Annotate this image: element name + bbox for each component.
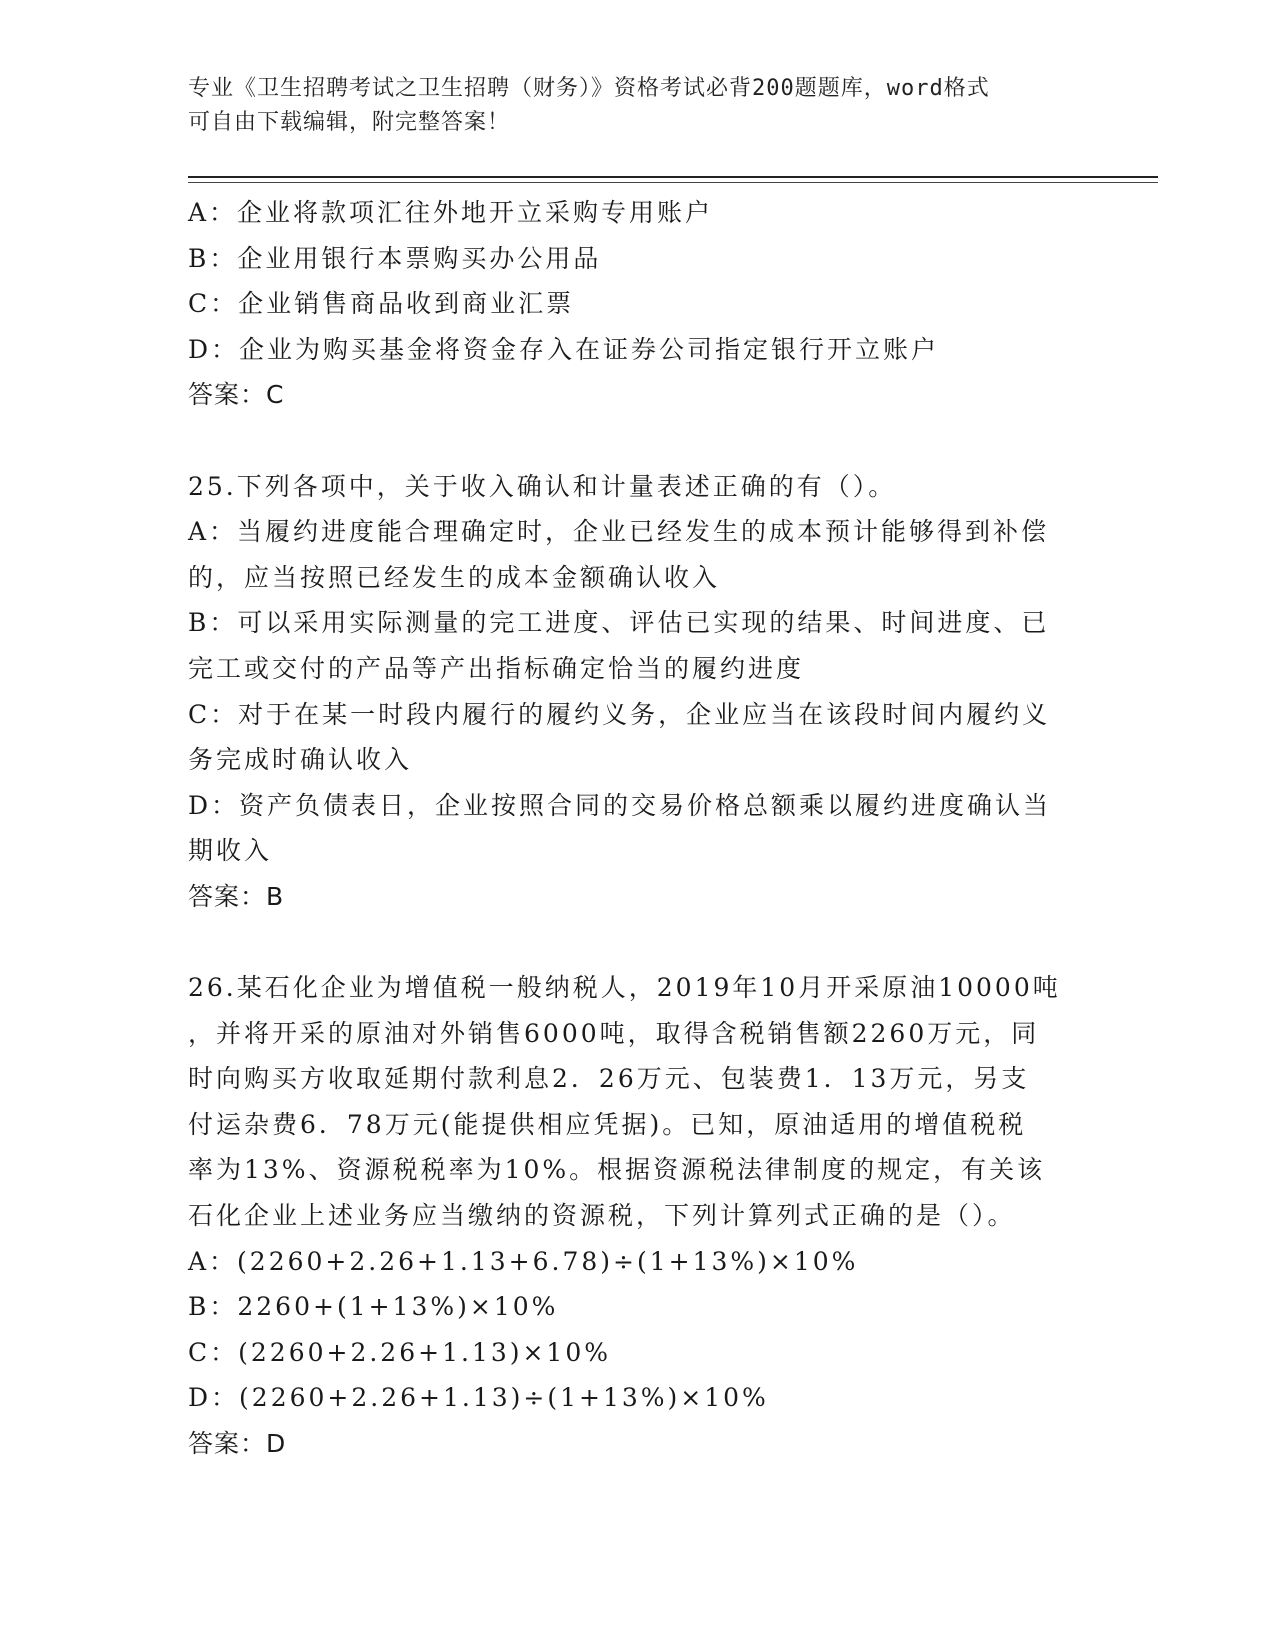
q25-option-b-line1: B：可以采用实际测量的完工进度、评估已实现的结果、时间进度、已 <box>188 608 1050 638</box>
q25-option-c-line2: 务完成时确认收入 <box>188 745 413 775</box>
q25-option-c-line1: C：对于在某一时段内履行的履约义务，企业应当在该段时间内履约义 <box>188 699 1051 729</box>
q26-option-b: B：2260+(1+13%)×10% <box>188 1292 559 1322</box>
q26-stem-line5: 率为13%、资源税税率为10%。根据资源税法律制度的规定，有关该 <box>188 1155 1046 1185</box>
document-header <box>188 72 1068 140</box>
q26-stem-line3: 时向购买方收取延期付款利息2．26万元、包装费1．13万元，另支 <box>188 1064 1030 1094</box>
header-title-line2: 可自由下载编辑，附完整答案！ <box>188 110 511 135</box>
q24-answer: 答案：C <box>188 380 285 410</box>
q25-option-d-line1: D：资产负债表日，企业按照合同的交易价格总额乘以履约进度确认当 <box>188 790 1052 820</box>
q24-option-c: C：企业销售商品收到商业汇票 <box>188 289 575 319</box>
q25-option-a-line1: A：当履约进度能合理确定时，企业已经发生的成本预计能够得到补偿 <box>188 517 1050 547</box>
q25-option-d-line2: 期收入 <box>188 836 273 866</box>
q24-option-b: B：企业用银行本票购买办公用品 <box>188 243 602 273</box>
q24-option-d: D：企业为购买基金将资金存入在证券公司指定银行开立账户 <box>188 334 940 364</box>
q26-stem-line4: 付运杂费6．78万元(能提供相应凭据)。已知，原油适用的增值税税 <box>188 1109 1027 1139</box>
spacer <box>188 418 1078 464</box>
spacer <box>188 920 1078 966</box>
q26-option-a: A：(2260+2.26+1.13+6.78)÷(1+13%)×10% <box>188 1246 859 1276</box>
question-list <box>188 190 1078 1467</box>
q26-stem-line1: 26.某石化企业为增值税一般纳税人，2019年10月开采原油10000吨 <box>188 973 1061 1003</box>
q25-option-b-line2: 完工或交付的产品等产出指标确定恰当的履约进度 <box>188 653 805 683</box>
q26-stem-line2: ，并将开采的原油对外销售6000吨，取得含税销售额2260万元，同 <box>188 1018 1040 1048</box>
q25-answer: 答案：B <box>188 881 285 911</box>
q25-option-a-line2: 的，应当按照已经发生的成本金额确认收入 <box>188 562 721 592</box>
q24-option-a: A：企业将款项汇往外地开立采购专用账户 <box>188 198 714 227</box>
q26-stem-line6: 石化企业上述业务应当缴纳的资源税，下列计算列式正确的是（）。 <box>188 1201 1016 1231</box>
q26-answer: 答案：D <box>188 1429 287 1459</box>
q26-option-d: D：(2260+2.26+1.13)÷(1+13%)×10% <box>188 1383 769 1413</box>
q25-stem: 25.下列各项中，关于收入确认和计量表述正确的有（）。 <box>188 471 897 501</box>
header-divider <box>188 176 1158 178</box>
header-divider-thin <box>188 182 1158 183</box>
header-title-line1: 专业《卫生招聘考试之卫生招聘（财务）》资格考试必背200题题库，word格式 <box>188 76 990 101</box>
q26-option-c: C：(2260+2.26+1.13)×10% <box>188 1337 611 1367</box>
